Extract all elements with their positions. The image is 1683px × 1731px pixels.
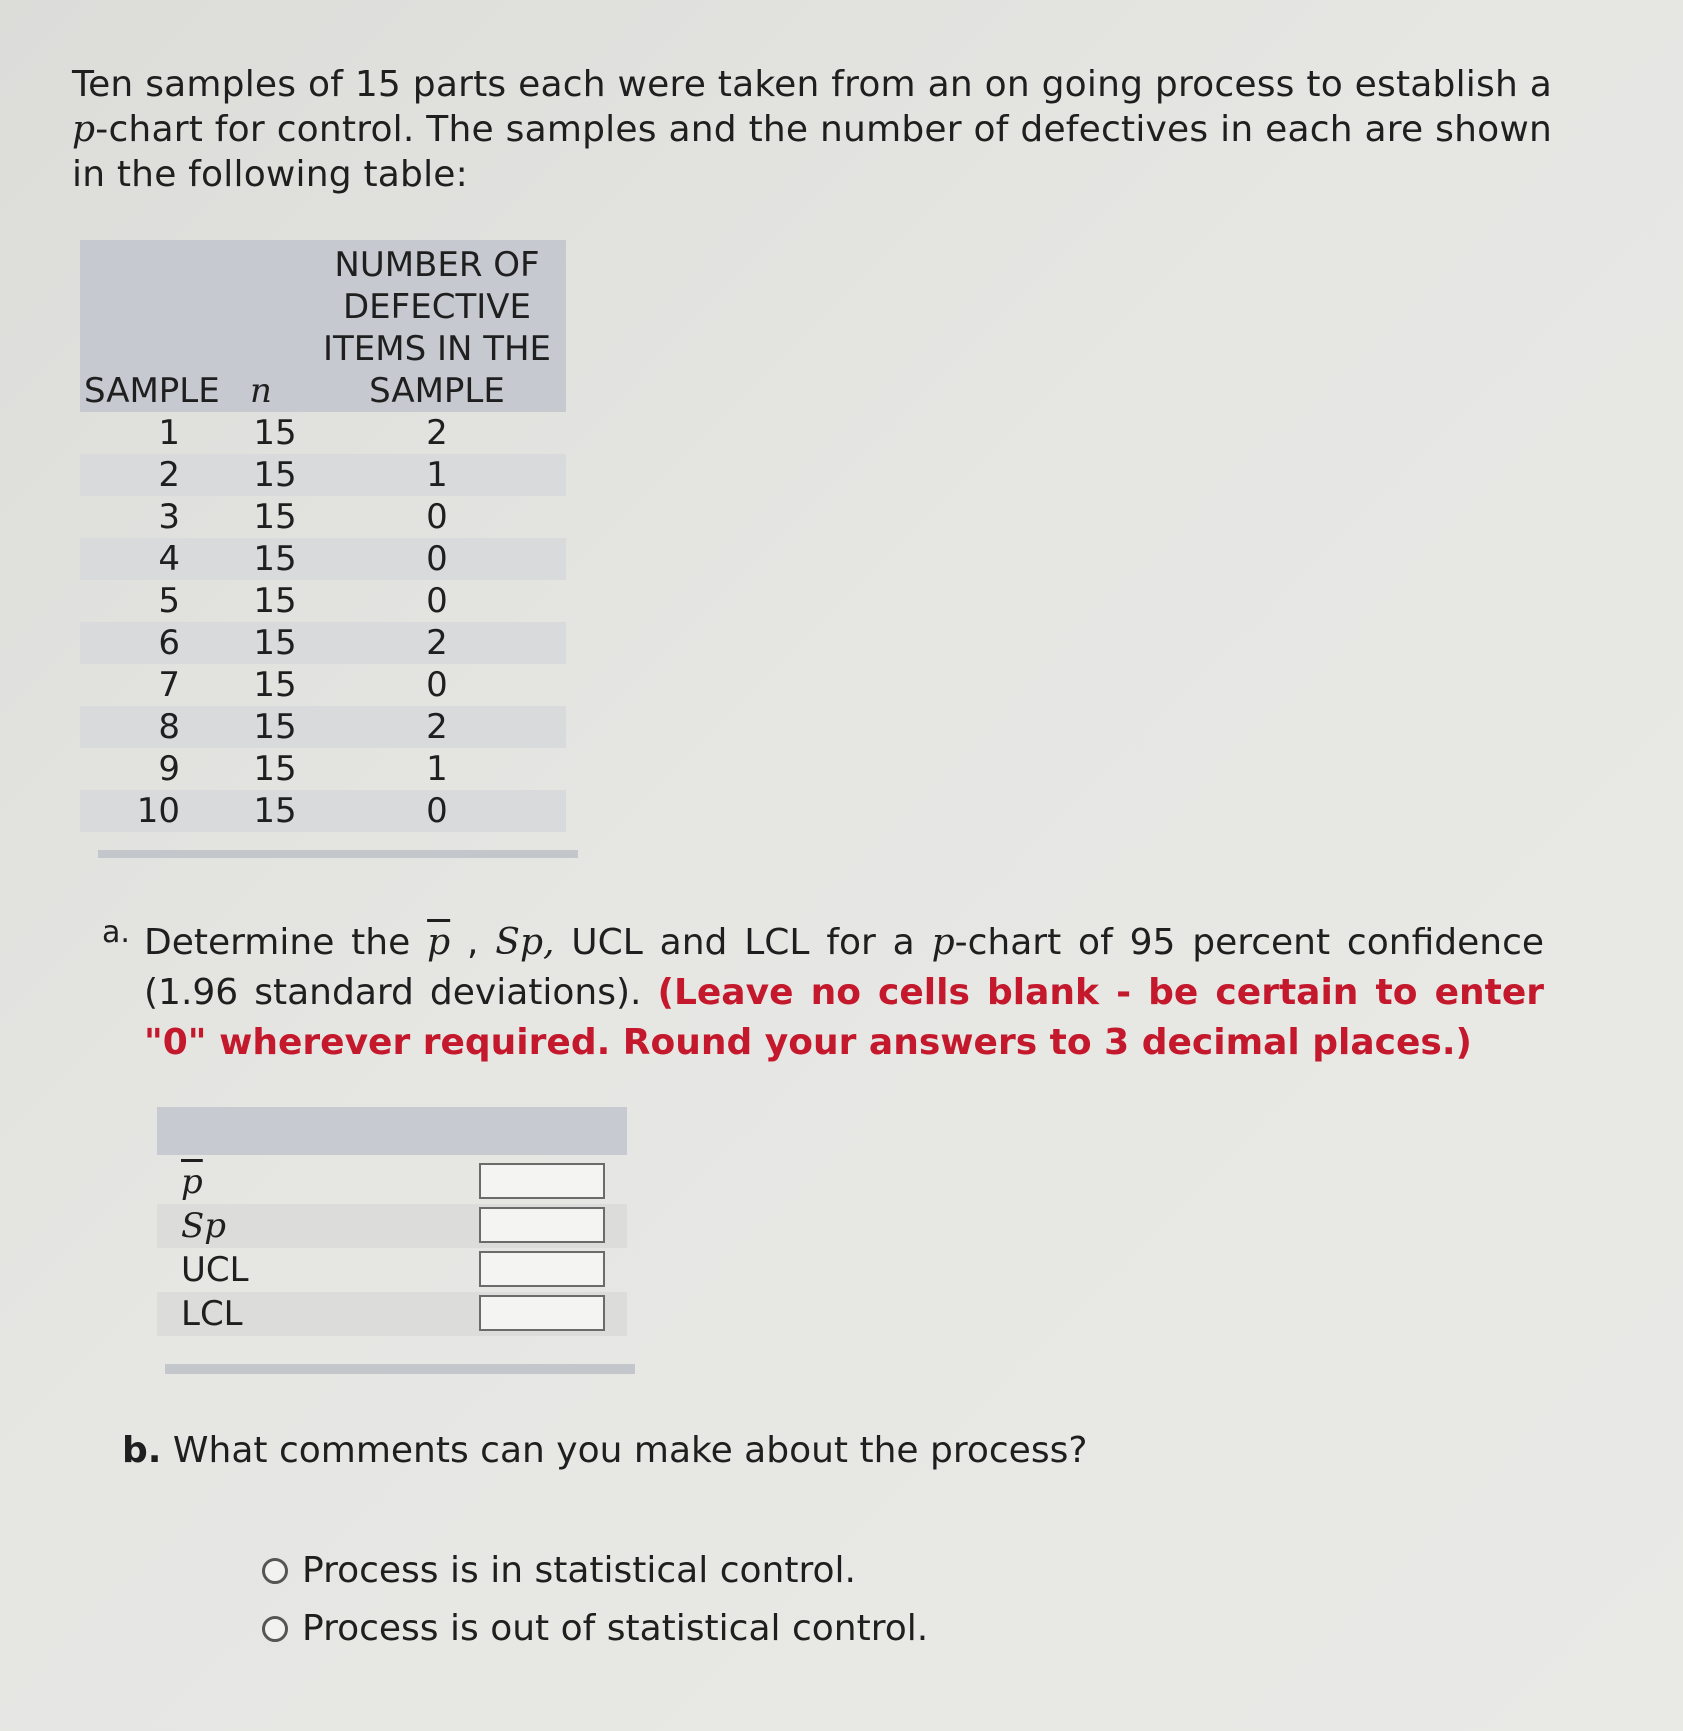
label-lcl: LCL <box>181 1294 243 1334</box>
cell-defective: 0 <box>426 791 448 831</box>
cell-defective: 2 <box>426 623 448 663</box>
label-p-bar: $\overline{p}$ <box>181 1162 203 1202</box>
qa-comma: , <box>467 922 479 963</box>
cell-defective: 0 <box>426 581 448 621</box>
cell-sample: 7 <box>158 665 180 705</box>
sp-input[interactable] <box>479 1207 605 1243</box>
qa-rest: UCL and LCL for a <box>571 922 915 963</box>
table-row <box>80 790 566 832</box>
option-in-control[interactable] <box>262 1548 856 1594</box>
cell-defective: 1 <box>426 749 448 789</box>
cell-defective: 1 <box>426 455 448 495</box>
label-sp: Sp <box>181 1206 227 1246</box>
table-row <box>80 580 566 622</box>
p-bar-input[interactable] <box>479 1163 605 1199</box>
cell-defective: 0 <box>426 497 448 537</box>
cell-n: 15 <box>253 749 297 789</box>
cell-n: 15 <box>253 707 297 747</box>
cell-n: 15 <box>253 623 297 663</box>
cell-n: 15 <box>253 497 297 537</box>
defectives-table <box>80 240 566 858</box>
header-n: n <box>250 371 272 411</box>
cell-defective: 0 <box>426 539 448 579</box>
answer-row-sp <box>157 1204 627 1248</box>
header-defective-line: DEFECTIVE <box>343 287 531 327</box>
cell-sample: 10 <box>136 791 180 831</box>
label-ucl: UCL <box>181 1250 249 1290</box>
lcl-input[interactable] <box>479 1295 605 1331</box>
answer-table <box>157 1160 627 1336</box>
answer-row-ucl <box>157 1248 627 1292</box>
question-a-text <box>144 918 1544 1068</box>
qa-determine: Determine the <box>144 922 411 963</box>
answer-row-lcl <box>157 1292 627 1336</box>
cell-sample: 9 <box>158 749 180 789</box>
table-row <box>80 454 566 496</box>
qa-p-bar-symbol: $\overline{p}$ <box>427 922 451 963</box>
cell-defective: 2 <box>426 413 448 453</box>
radio-circle-icon[interactable] <box>262 1558 288 1584</box>
table-row <box>80 664 566 706</box>
table-footer-rule <box>98 850 578 858</box>
question-a-letter: a. <box>102 915 130 950</box>
radio-circle-icon[interactable] <box>262 1616 288 1642</box>
question-b <box>122 1428 1087 1474</box>
header-defective-line: ITEMS IN THE <box>322 329 552 369</box>
qa-rest2: -chart of 95 percent confidence (1.96 standard deviations). <box>144 922 1545 1013</box>
cell-n: 15 <box>253 581 297 621</box>
cell-defective: 0 <box>426 665 448 705</box>
intro-p-symbol: p <box>72 109 96 150</box>
answer-table-header <box>157 1107 627 1155</box>
answer-row-p-bar <box>157 1160 627 1204</box>
qa-sp-symbol: Sp, <box>495 922 555 963</box>
table-row <box>80 622 566 664</box>
intro-paragraph <box>72 62 1552 197</box>
qa-instruction: (Leave no cells blank - be certain to enter "0" wherever required. Round your answers to 3 decimal places.) <box>144 972 1544 1063</box>
table-header <box>80 240 566 412</box>
table-row <box>80 706 566 748</box>
cell-n: 15 <box>253 791 297 831</box>
cell-sample: 5 <box>158 581 180 621</box>
intro-text-before: Ten samples of 15 parts each were taken from an on going process to establish a <box>72 64 1552 105</box>
table-row <box>80 412 566 454</box>
table-row <box>80 748 566 790</box>
cell-sample: 8 <box>158 707 180 747</box>
header-defective <box>308 244 566 412</box>
option-out-of-control[interactable] <box>262 1606 928 1652</box>
option-label: Process is out of statistical control. <box>302 1608 929 1649</box>
cell-n: 15 <box>253 413 297 453</box>
header-sample: SAMPLE <box>84 371 220 411</box>
cell-n: 15 <box>253 455 297 495</box>
cell-sample: 4 <box>158 539 180 579</box>
answer-table-footer-rule <box>165 1364 635 1374</box>
header-defective-line: SAMPLE <box>369 371 505 411</box>
question-b-letter: b. <box>122 1430 162 1471</box>
cell-sample: 6 <box>158 623 180 663</box>
table-row <box>80 538 566 580</box>
cell-sample: 3 <box>158 497 180 537</box>
cell-sample: 2 <box>158 455 180 495</box>
cell-n: 15 <box>253 539 297 579</box>
option-label: Process is in statistical control. <box>302 1550 856 1591</box>
ucl-input[interactable] <box>479 1251 605 1287</box>
cell-n: 15 <box>253 665 297 705</box>
question-b-text: What comments can you make about the process? <box>172 1430 1088 1471</box>
table-row <box>80 496 566 538</box>
qa-p-chart-symbol: p <box>931 922 955 963</box>
cell-sample: 1 <box>158 413 180 453</box>
intro-text-after: -chart for control. The samples and the number of defectives in each are shown in the following table: <box>72 109 1552 195</box>
cell-defective: 2 <box>426 707 448 747</box>
header-defective-line: NUMBER OF <box>334 245 540 285</box>
